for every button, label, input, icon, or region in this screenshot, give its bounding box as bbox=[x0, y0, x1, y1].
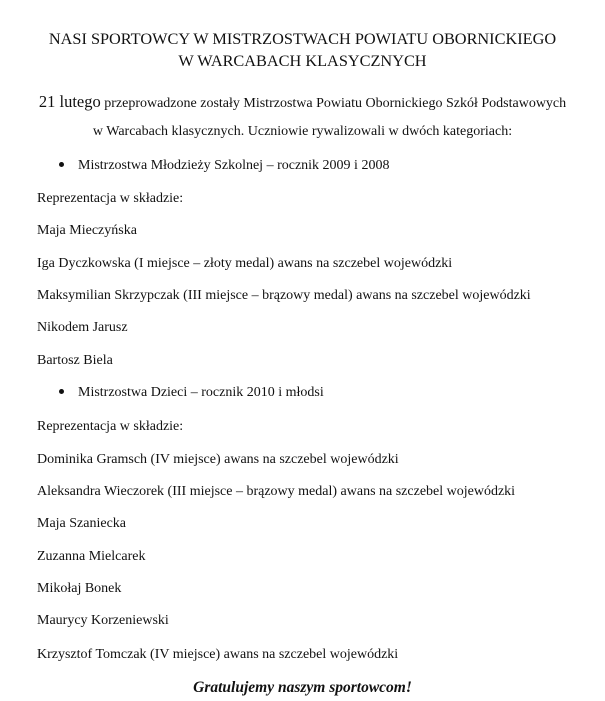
team-member: Dominika Gramsch (IV miejsce) awans na szczebel wojewódzki bbox=[37, 452, 399, 467]
closing-message: Gratulujemy naszym sportowcom! bbox=[193, 679, 412, 696]
category-heading bbox=[58, 157, 389, 175]
intro-line-1-text: przeprowadzone zostały Mistrzostwa Powiatu Obornickiego Szkół Podstawowych bbox=[100, 96, 567, 111]
bullet-icon bbox=[59, 162, 64, 167]
team-member: Aleksandra Wieczorek (III miejsce – brązowy medal) awans na szczebel wojewódzki bbox=[37, 484, 516, 499]
intro-paragraph bbox=[0, 88, 605, 146]
team-member: Iga Dyczkowska (I miejsce – złoty medal) awans na szczebel wojewódzki bbox=[37, 256, 453, 271]
document-title bbox=[0, 28, 605, 72]
team-member: Maksymilian Skrzypczak (III miejsce – brązowy medal) awans na szczebel wojewódzki bbox=[37, 288, 531, 303]
intro-line-1 bbox=[0, 88, 605, 118]
team-member: Mikołaj Bonek bbox=[37, 581, 122, 596]
category-heading-text: Mistrzostwa Młodzieży Szkolnej – rocznik 2009 i 2008 bbox=[78, 158, 390, 173]
team-member: Nikodem Jarusz bbox=[37, 320, 128, 335]
team-member: Bartosz Biela bbox=[37, 353, 113, 368]
bullet-icon bbox=[59, 389, 64, 394]
team-member: Maja Mieczyńska bbox=[37, 223, 137, 238]
intro-line-2: w Warcabach klasycznych. Uczniowie rywalizowali w dwóch kategoriach: bbox=[92, 124, 513, 139]
title-line-2: W WARCABACH KLASYCZNYCH bbox=[178, 51, 427, 70]
team-member: Krzysztof Tomczak (IV miejsce) awans na szczebel wojewódzki bbox=[37, 647, 399, 662]
team-member: Maja Szaniecka bbox=[37, 516, 127, 531]
title-line-1: NASI SPORTOWCY W MISTRZOSTWACH POWIATU OBORNICKIEGO bbox=[48, 29, 557, 48]
team-member: Zuzanna Mielcarek bbox=[37, 549, 146, 564]
team-label: Reprezentacja w składzie: bbox=[37, 419, 184, 434]
event-date: 21 lutego bbox=[38, 92, 101, 111]
team-label: Reprezentacja w składzie: bbox=[37, 191, 184, 206]
category-heading bbox=[58, 384, 324, 402]
category-heading-text: Mistrzostwa Dzieci – rocznik 2010 i młodsi bbox=[78, 385, 324, 400]
team-member: Maurycy Korzeniewski bbox=[37, 613, 169, 628]
